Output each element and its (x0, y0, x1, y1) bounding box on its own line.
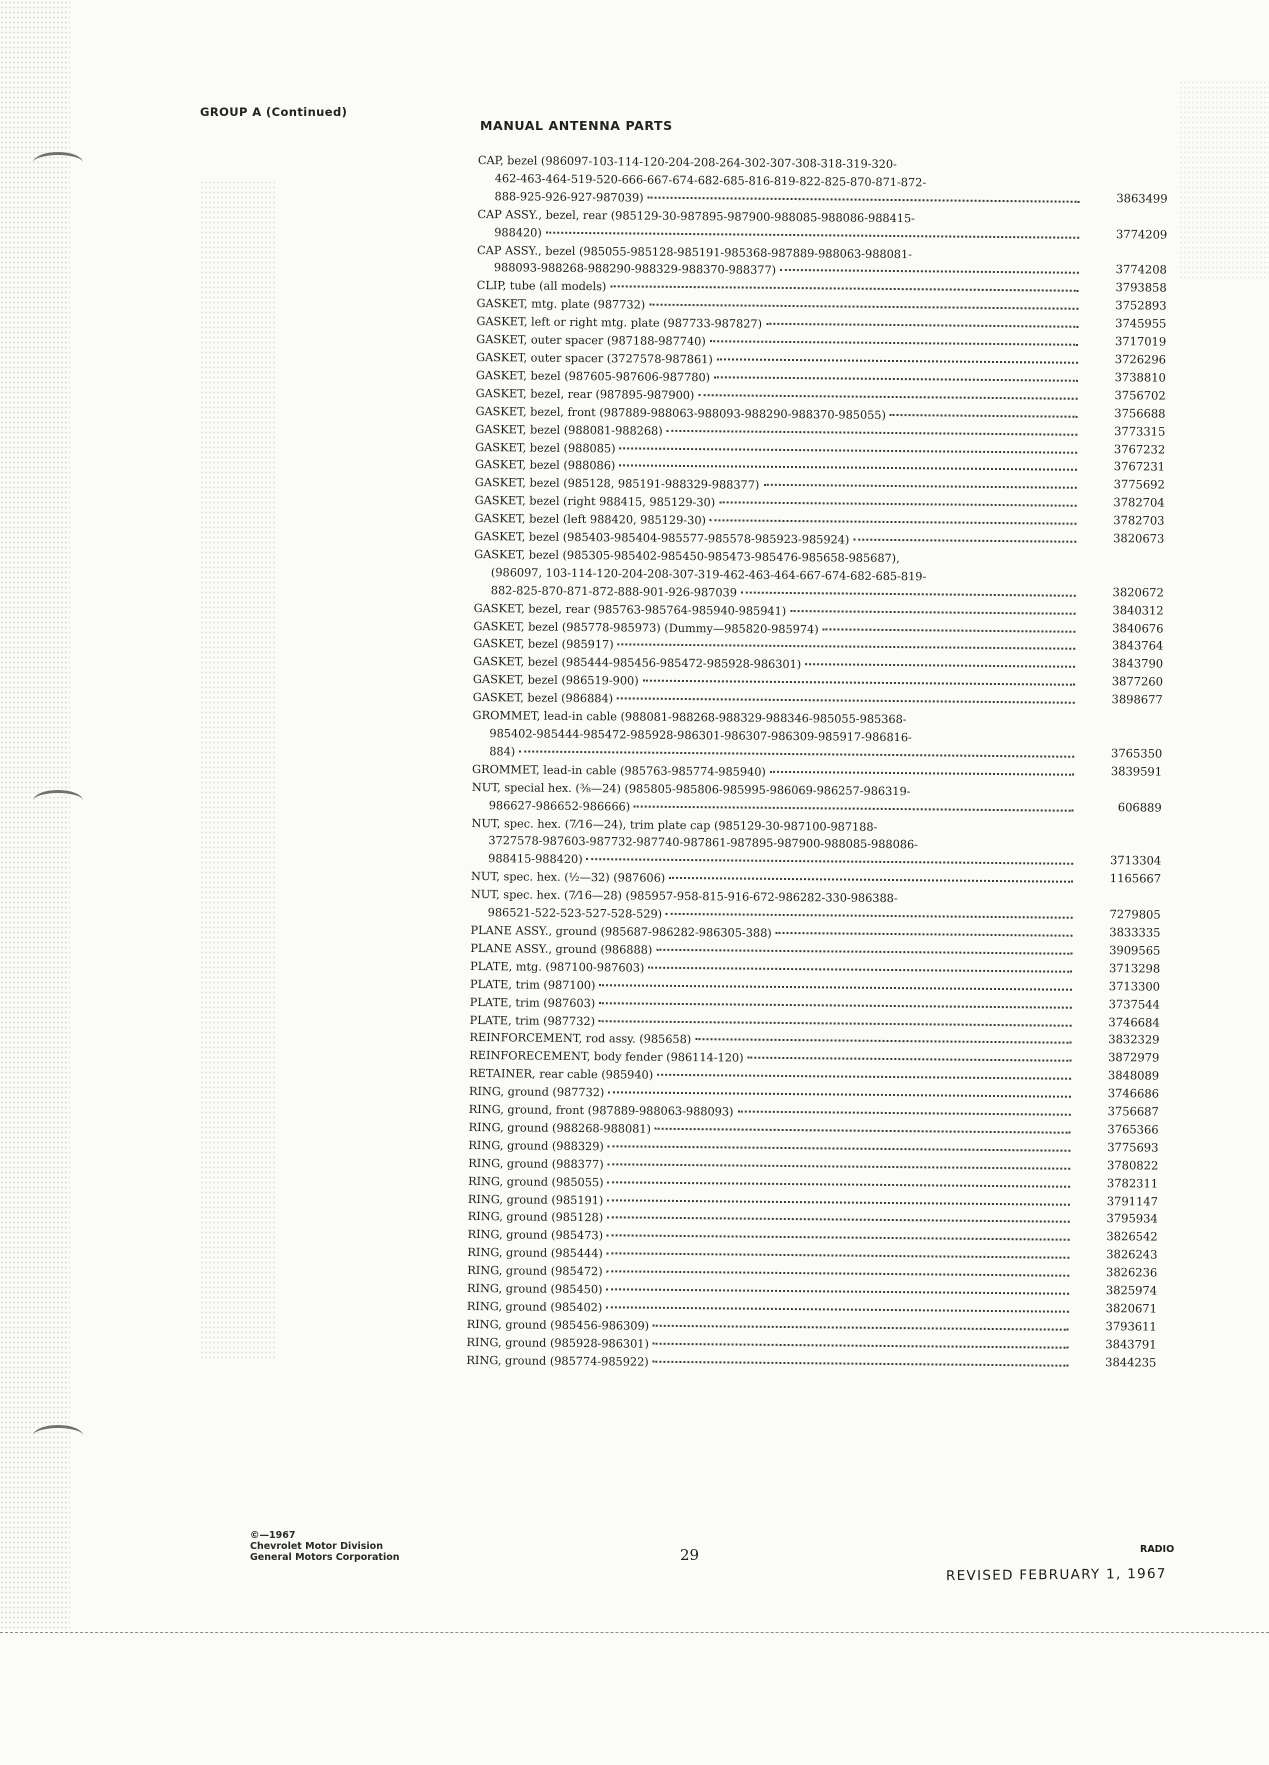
dot-leader (599, 983, 1072, 991)
dot-leader (653, 1359, 1069, 1366)
part-number: 3872979 (1108, 1050, 1160, 1065)
part-number: 3726296 (1114, 352, 1167, 367)
part-number: 3756702 (1114, 387, 1166, 403)
part-description: GASKET, bezel (987605-987606-987780) (475, 368, 711, 385)
part-description: GASKET, bezel (985403-985404-985577-985578-985923-985924) (474, 530, 850, 547)
part-number: 3825974 (1105, 1283, 1158, 1298)
dot-leader (766, 322, 1078, 328)
part-description: RING, ground (985128) (467, 1210, 604, 1225)
dot-leader (714, 375, 1078, 381)
section-label: RADIO (1140, 1544, 1175, 1555)
part-number: 3909565 (1109, 942, 1161, 958)
part-description: GASKET, bezel (right 988415, 985129-30) (474, 494, 716, 510)
part-number: 3774209 (1115, 226, 1168, 242)
section-title: MANUAL ANTENNA PARTS (480, 118, 673, 133)
part-number: 3738810 (1114, 369, 1166, 385)
part-description: 988415-988420) (488, 852, 583, 867)
part-number: 3833335 (1109, 925, 1161, 940)
part-description: GASKET, bezel, front (987889-988063-988093-988290-988370-985055) (475, 404, 887, 422)
part-number: 3775692 (1113, 477, 1165, 492)
part-description: GROMMET, lead-in cable (988081-988268-988329-988346-985055-985368- (472, 709, 907, 727)
dot-leader (608, 1090, 1071, 1097)
part-description: GASKET, outer spacer (3727578-987861) (475, 350, 713, 367)
part-description: PLANE ASSY., ground (985687-986282-986305-388) (470, 923, 772, 940)
dot-leader (737, 1110, 1070, 1116)
part-description: CAP, bezel (986097-103-114-120-204-208-264-302-307-308-318-319-320- (477, 153, 897, 172)
part-description: GASKET, bezel, rear (985763-985764-985940-985941) (473, 601, 787, 618)
binder-hole-middle (33, 790, 83, 811)
scan-column-noise (200, 180, 275, 1360)
part-description: RING, ground, front (987889-988063-988093) (468, 1102, 734, 1119)
part-number: 3863499 (1116, 190, 1168, 206)
part-description: 988420) (494, 225, 542, 240)
copyright-division: Chevrolet Motor Division (250, 1541, 383, 1552)
part-description: GROMMET, lead-in cable (985763-985774-985940) (472, 762, 766, 779)
dot-leader (763, 483, 1076, 489)
dot-leader (698, 393, 1077, 400)
part-description: PLANE ASSY., ground (986888) (470, 941, 653, 957)
part-number: 3713300 (1108, 978, 1161, 994)
part-description: CLIP, tube (all models) (476, 279, 607, 294)
part-description: RING, ground (988268-988081) (468, 1120, 652, 1136)
part-number: 3782703 (1113, 513, 1165, 528)
dot-leader (657, 1073, 1071, 1080)
part-number: 3756687 (1107, 1104, 1159, 1119)
part-description: GASKET, left or right mtg. plate (987733-987827) (476, 315, 763, 331)
part-description: CAP ASSY., bezel (985055-985128-985191-985368-987889-988063-988081- (476, 243, 913, 261)
dot-leader (666, 912, 1073, 919)
part-number: 3843791 (1105, 1336, 1157, 1352)
dot-leader (617, 697, 1075, 704)
part-description: RING, ground (985055) (468, 1174, 604, 1189)
part-description: 985402-985444-985472-985928-986301-986307-986309-985917-986816- (489, 727, 912, 745)
dot-leader (776, 931, 1073, 937)
part-description: NUT, special hex. (⅜—24) (985805-985806-985995-986069-986257-986319- (471, 780, 911, 798)
part-entry (471, 815, 1161, 875)
part-description: GASKET, bezel (988086) (474, 458, 616, 473)
part-description: RING, ground (988377) (468, 1156, 604, 1172)
part-description: RETAINER, rear cable (985940) (469, 1067, 654, 1082)
copyright-corporation: General Motors Corporation (250, 1552, 400, 1563)
part-description: RING, ground (985456-986309) (466, 1317, 650, 1333)
dot-leader (649, 303, 1078, 310)
dot-leader (608, 1144, 1071, 1151)
part-description: 986521-522-523-527-528-529) (487, 906, 663, 921)
parts-list (466, 152, 1168, 1376)
part-number: 3820672 (1112, 584, 1164, 600)
part-number: 3826243 (1106, 1247, 1158, 1262)
part-description: GASKET, bezel (988085) (475, 440, 616, 455)
part-number: 3795934 (1106, 1211, 1158, 1227)
dot-leader (805, 663, 1075, 669)
dot-leader (607, 1234, 1070, 1241)
dot-leader (741, 590, 1076, 596)
dot-leader (619, 464, 1077, 471)
dot-leader (643, 679, 1075, 686)
part-description: 462-463-464-519-520-666-667-674-682-685-816-819-822-825-870-871-872- (494, 172, 927, 190)
scan-edge-noise (0, 0, 70, 1630)
part-description: GASKET, bezel (985778-985973) (Dummy—985820-985974) (473, 619, 819, 636)
page-bottom-edge (0, 1632, 1269, 1633)
dot-leader (607, 1198, 1070, 1205)
part-number: 3840312 (1112, 602, 1164, 618)
part-number: 3767231 (1113, 459, 1166, 475)
dot-leader (620, 446, 1078, 453)
part-number: 3840676 (1112, 620, 1164, 636)
part-description: RING, ground (987732) (468, 1085, 605, 1100)
part-description: RING, ground (985472) (467, 1264, 603, 1279)
part-description: GASKET, bezel (985917) (473, 637, 614, 652)
part-description: 986627-986652-986666) (488, 798, 631, 814)
part-number: 3793611 (1105, 1318, 1157, 1334)
dot-leader (890, 413, 1078, 418)
part-number: 3826236 (1105, 1265, 1158, 1280)
dot-leader (780, 268, 1079, 274)
dot-leader (607, 1252, 1070, 1259)
dot-leader (519, 749, 1074, 757)
part-description: (986097, 103-114-120-204-208-307-319-462-463-464-667-674-682-685-819- (490, 565, 927, 584)
part-description: PLATE, mtg. (987100-987603) (470, 959, 645, 975)
part-description: 884) (489, 745, 516, 759)
part-description: REINFORCEMENT, rod assy. (985658) (469, 1031, 692, 1047)
part-description: NUT, spec. hex. (7⁄16—28) (985957-958-815-916-672-986282-330-986388- (470, 888, 898, 906)
dot-leader (606, 1287, 1069, 1294)
part-number: 3832329 (1108, 1032, 1160, 1047)
part-number: 3820673 (1113, 531, 1165, 546)
dot-leader (607, 1269, 1070, 1276)
part-number: 3782311 (1106, 1175, 1159, 1191)
part-number: 3745955 (1115, 316, 1167, 331)
part-description: RING, ground (985928-986301) (466, 1335, 649, 1351)
part-description: GASKET, bezel (left 988420, 985129-30) (474, 512, 707, 528)
part-description: NUT, spec. hex. (½—32) (987606) (470, 870, 666, 886)
part-number: 3765366 (1107, 1122, 1159, 1137)
dot-leader (599, 1001, 1072, 1009)
part-number: 3752893 (1115, 298, 1167, 313)
dot-leader (599, 1019, 1072, 1027)
dot-leader (655, 1127, 1071, 1134)
dot-leader (710, 518, 1077, 525)
part-description: GASKET, bezel, rear (987895-987900) (475, 386, 695, 402)
page-number: 29 (680, 1546, 700, 1564)
part-description: 3727578-987603-987732-987740-987861-987895-987900-988085-988086- (488, 834, 919, 852)
part-description: GASKET, bezel (986519-900) (472, 673, 639, 688)
part-number: 3713304 (1109, 853, 1162, 868)
dot-leader (587, 857, 1074, 865)
part-number: 3791147 (1106, 1193, 1159, 1209)
part-number: 3717019 (1114, 334, 1167, 349)
part-number: 3793858 (1115, 280, 1167, 295)
part-number: 3746684 (1108, 1014, 1160, 1030)
part-number: 3826542 (1106, 1229, 1158, 1244)
part-entry (474, 546, 1164, 606)
part-number: 606889 (1117, 799, 1162, 815)
part-number: 3774208 (1115, 262, 1167, 278)
part-number: 3746686 (1107, 1086, 1160, 1101)
binder-hole-top (33, 152, 83, 173)
part-number: 3765350 (1110, 746, 1163, 761)
part-number: 3782704 (1113, 495, 1165, 510)
dot-leader (695, 1038, 1071, 1045)
part-number: 3844235 (1105, 1354, 1157, 1370)
dot-leader (717, 357, 1078, 363)
part-number: 3775693 (1107, 1139, 1159, 1155)
part-description: GASKET, bezel (985128, 985191-988329-988377) (474, 476, 760, 493)
dot-leader (606, 1305, 1069, 1312)
dot-leader (823, 627, 1076, 632)
part-description: PLATE, trim (987100) (469, 977, 596, 992)
part-number: 3843790 (1111, 656, 1164, 671)
part-description: GASKET, mtg. plate (987732) (476, 297, 646, 312)
part-description: NUT, spec. hex. (7⁄16—24), trim plate cap (985129-30-987100-987188- (471, 816, 878, 834)
dot-leader (610, 285, 1078, 292)
part-description: RING, ground (985473) (467, 1228, 604, 1243)
part-description: 988093-988268-988290-988329-988370-988377) (493, 261, 777, 278)
part-description: RING, ground (985191) (467, 1192, 604, 1207)
dot-leader (748, 1056, 1072, 1062)
dot-leader (653, 1342, 1069, 1349)
part-number: 3843764 (1112, 638, 1164, 654)
part-description: RING, ground (985402) (466, 1299, 603, 1315)
part-entry (472, 707, 1162, 767)
part-description: RING, ground (985774-985922) (466, 1353, 649, 1369)
scan-corner-noise (1179, 80, 1269, 280)
dot-leader (656, 948, 1072, 955)
part-number: 3767232 (1113, 441, 1166, 457)
part-description: PLATE, trim (987603) (469, 995, 596, 1010)
part-description: GASKET, outer spacer (987188-987740) (476, 333, 706, 349)
dot-leader (770, 770, 1074, 776)
part-description: GASKET, bezel (985444-985456-985472-985928-986301) (473, 655, 802, 672)
part-description: RING, ground (985444) (467, 1246, 603, 1261)
revision-date: REVISED FEBRUARY 1, 1967 (945, 1565, 1167, 1585)
dot-leader (648, 965, 1072, 972)
group-heading: GROUP A (Continued) (200, 105, 348, 119)
part-number: 3848089 (1107, 1068, 1160, 1083)
copyright-year: ©—1967 (250, 1530, 296, 1541)
part-description: 882-825-870-871-872-888-901-926-987039 (490, 583, 738, 600)
copyright-block (250, 1530, 400, 1563)
part-number: 3773315 (1114, 423, 1166, 439)
dot-leader (667, 428, 1078, 435)
part-number: 3898677 (1111, 692, 1163, 707)
part-description: GASKET, bezel (988081-988268) (475, 422, 663, 438)
dot-leader (648, 195, 1080, 202)
dot-leader (653, 1324, 1069, 1331)
part-number: 3713298 (1108, 960, 1161, 976)
dot-leader (607, 1216, 1070, 1223)
dot-leader (710, 339, 1078, 346)
part-number: 1165667 (1109, 871, 1162, 886)
part-number: 3839591 (1110, 763, 1163, 779)
dot-leader (719, 501, 1076, 507)
dot-leader (853, 538, 1076, 543)
dot-leader (608, 1180, 1071, 1187)
part-number: 3877260 (1111, 674, 1164, 689)
part-description: GASKET, bezel (986884) (472, 691, 614, 706)
dot-leader (669, 876, 1073, 883)
part-description: RING, ground (988329) (468, 1138, 604, 1154)
part-number: 3780822 (1107, 1157, 1159, 1173)
binder-hole-bottom (33, 1425, 83, 1446)
part-number: 3756688 (1114, 405, 1166, 421)
part-number: 3737544 (1108, 996, 1160, 1012)
part-entry (477, 152, 1167, 212)
part-description: 888-925-926-927-987039) (494, 189, 644, 205)
part-number: 7279805 (1109, 907, 1161, 922)
part-description: REINFORECEMENT, body fender (986114-120) (469, 1049, 744, 1065)
dot-leader (618, 643, 1076, 650)
part-description: PLATE, trim (987732) (469, 1013, 596, 1028)
dot-leader (608, 1162, 1071, 1169)
part-description: RING, ground (985450) (467, 1282, 603, 1297)
part-description: GASKET, bezel (985305-985402-985450-985473-985476-985658-985687), (474, 547, 900, 566)
dot-leader (546, 230, 1079, 238)
part-description: CAP ASSY., bezel, rear (985129-30-987895-987900-988085-988086-988415- (477, 207, 916, 225)
dot-leader (634, 804, 1074, 811)
part-number: 3820671 (1105, 1301, 1157, 1316)
dot-leader (790, 609, 1075, 615)
